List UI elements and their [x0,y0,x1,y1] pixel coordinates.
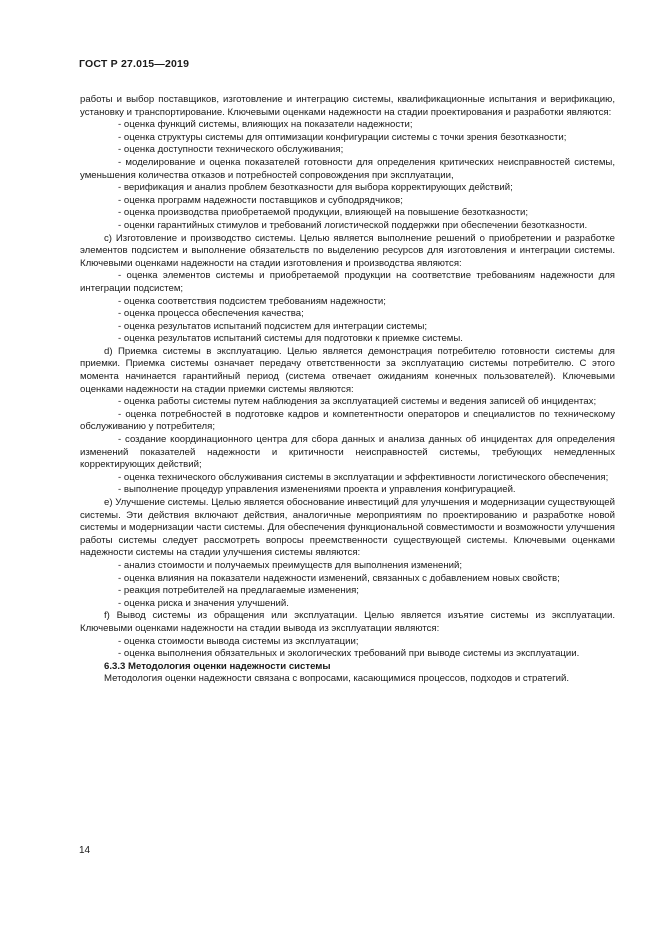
list-item: - оценки гарантийных стимулов и требований логистической поддержки при обеспечении безотказности. [118,219,588,231]
paragraph: работы и выбор поставщиков, изготовление и интеграцию системы, квалификационные испытания и верификацию, установку и транспортирование. Ключевыми оценками надежности на стадии проектирования и разработки являются: [80,94,615,118]
list-item: - оценка стоимости вывода системы из эксплуатации; [118,635,359,647]
list-item: - оценка выполнения обязательных и экологических требований при выводе системы из эксплуатации. [118,648,580,660]
list-item: - оценка потребностей в подготовке кадров и компетентности операторов и специалистов по техническому обслуживанию у потребителя; [80,408,615,433]
list-item: - оценка процесса обеспечения качества; [118,308,304,320]
list-item: - анализ стоимости и получаемых преимуществ для выполнения изменений; [118,559,463,571]
paragraph: Методология оценки надежности связана с вопросами, касающимися процессов, подходов и стратегий. [104,673,569,685]
paragraph: е) Улучшение системы. Целью является обоснование инвестиций для улучшения и модернизации существующей системы. Эти действия включают действия, аналогичные мероприятиям по проектированию и разработке новой системы и модернизации части системы. Для обеспечения функциональной совместимости и возможности улучшения работы системы следует рассмотреть вопросы преемственности существующей системы. Ключевыми оценками надежности системы на стадии улучшения системы являются: [80,497,615,559]
list-item: - моделирование и оценка показателей готовности для определения критических неисправностей системы, уменьшения количества отказов и потребностей сопровождения при эксплуатации, [80,156,615,181]
list-item: - верификация и анализ проблем безотказности для выбора корректирующих действий; [118,182,513,194]
list-item: - оценка результатов испытаний подсистем для интеграции системы; [118,320,428,332]
list-item: - реакция потребителей на предлагаемые изменения; [118,585,359,597]
list-item: - оценка риска и значения улучшений. [118,597,289,609]
paragraph: f) Вывод системы из обращения или эксплуатации. Целью является изъятие системы из эксплуатации. Ключевыми оценками надежности на стадии вывода из эксплуатации являются: [80,610,615,634]
list-item: - оценка технического обслуживания системы в эксплуатации и эффективности логистического обеспечения; [118,471,609,483]
list-item: - оценка работы системы путем наблюдения за эксплуатацией системы и ведения записей об инцидентах; [118,396,597,408]
list-item: - оценка программ надежности поставщиков и субподрядчиков; [118,194,403,206]
list-item: - оценка структуры системы для оптимизации конфигурации системы с точки зрения безотказности; [118,131,567,143]
list-item: - оценка элементов системы и приобретаемой продукции на соответствие требованиям надежности для интеграции подсистем; [80,270,615,294]
document-header: ГОСТ Р 27.015—2019 [79,58,190,70]
list-item: - оценка производства приобретаемой продукции, влияющей на повышение безотказности; [118,207,529,219]
list-item: - выполнение процедур управления изменениями проекта и управления конфигурацией. [118,484,516,496]
page-number: 14 [79,845,91,856]
paragraph: d) Приемка системы в эксплуатацию. Целью является демонстрация потребителю готовности системы для приемки. Приемка системы означает передачу ответственности за эксплуатацию системы потребителю. С этого момента начинается гарантийный период (система отвечает ожиданиям конечных пользователей). Ключевыми оценками надежности на стадии приемки системы являются: [80,345,615,395]
list-item: - оценка результатов испытаний системы для подготовки к приемке системы. [118,333,463,345]
list-item: - оценка доступности технического обслуживания; [118,144,344,156]
list-item: - оценка функций системы, влияющих на показатели надежности; [118,119,413,131]
paragraph: с) Изготовление и производство системы. Целью является выполнение решений о приобретении и разработке элементов подсистем и выполнение обязательств по выделению ресурсов для изготовления и интеграции системы. Ключевыми оценками надежности на стадии изготовления и производства являются: [80,232,615,269]
list-item: - оценка влияния на показатели надежности изменений, связанных с добавлением новых свойств; [118,572,560,584]
section-heading: 6.3.3 Методология оценки надежности системы [104,660,331,672]
list-item: - создание координационного центра для сбора данных и анализа данных об инцидентах для определения изменений показателей надежности и критичности неисправностей системы, требующих немедленных корректирующих действий; [80,434,615,471]
list-item: - оценка соответствия подсистем требованиям надежности; [118,295,386,307]
document-body [80,94,615,686]
